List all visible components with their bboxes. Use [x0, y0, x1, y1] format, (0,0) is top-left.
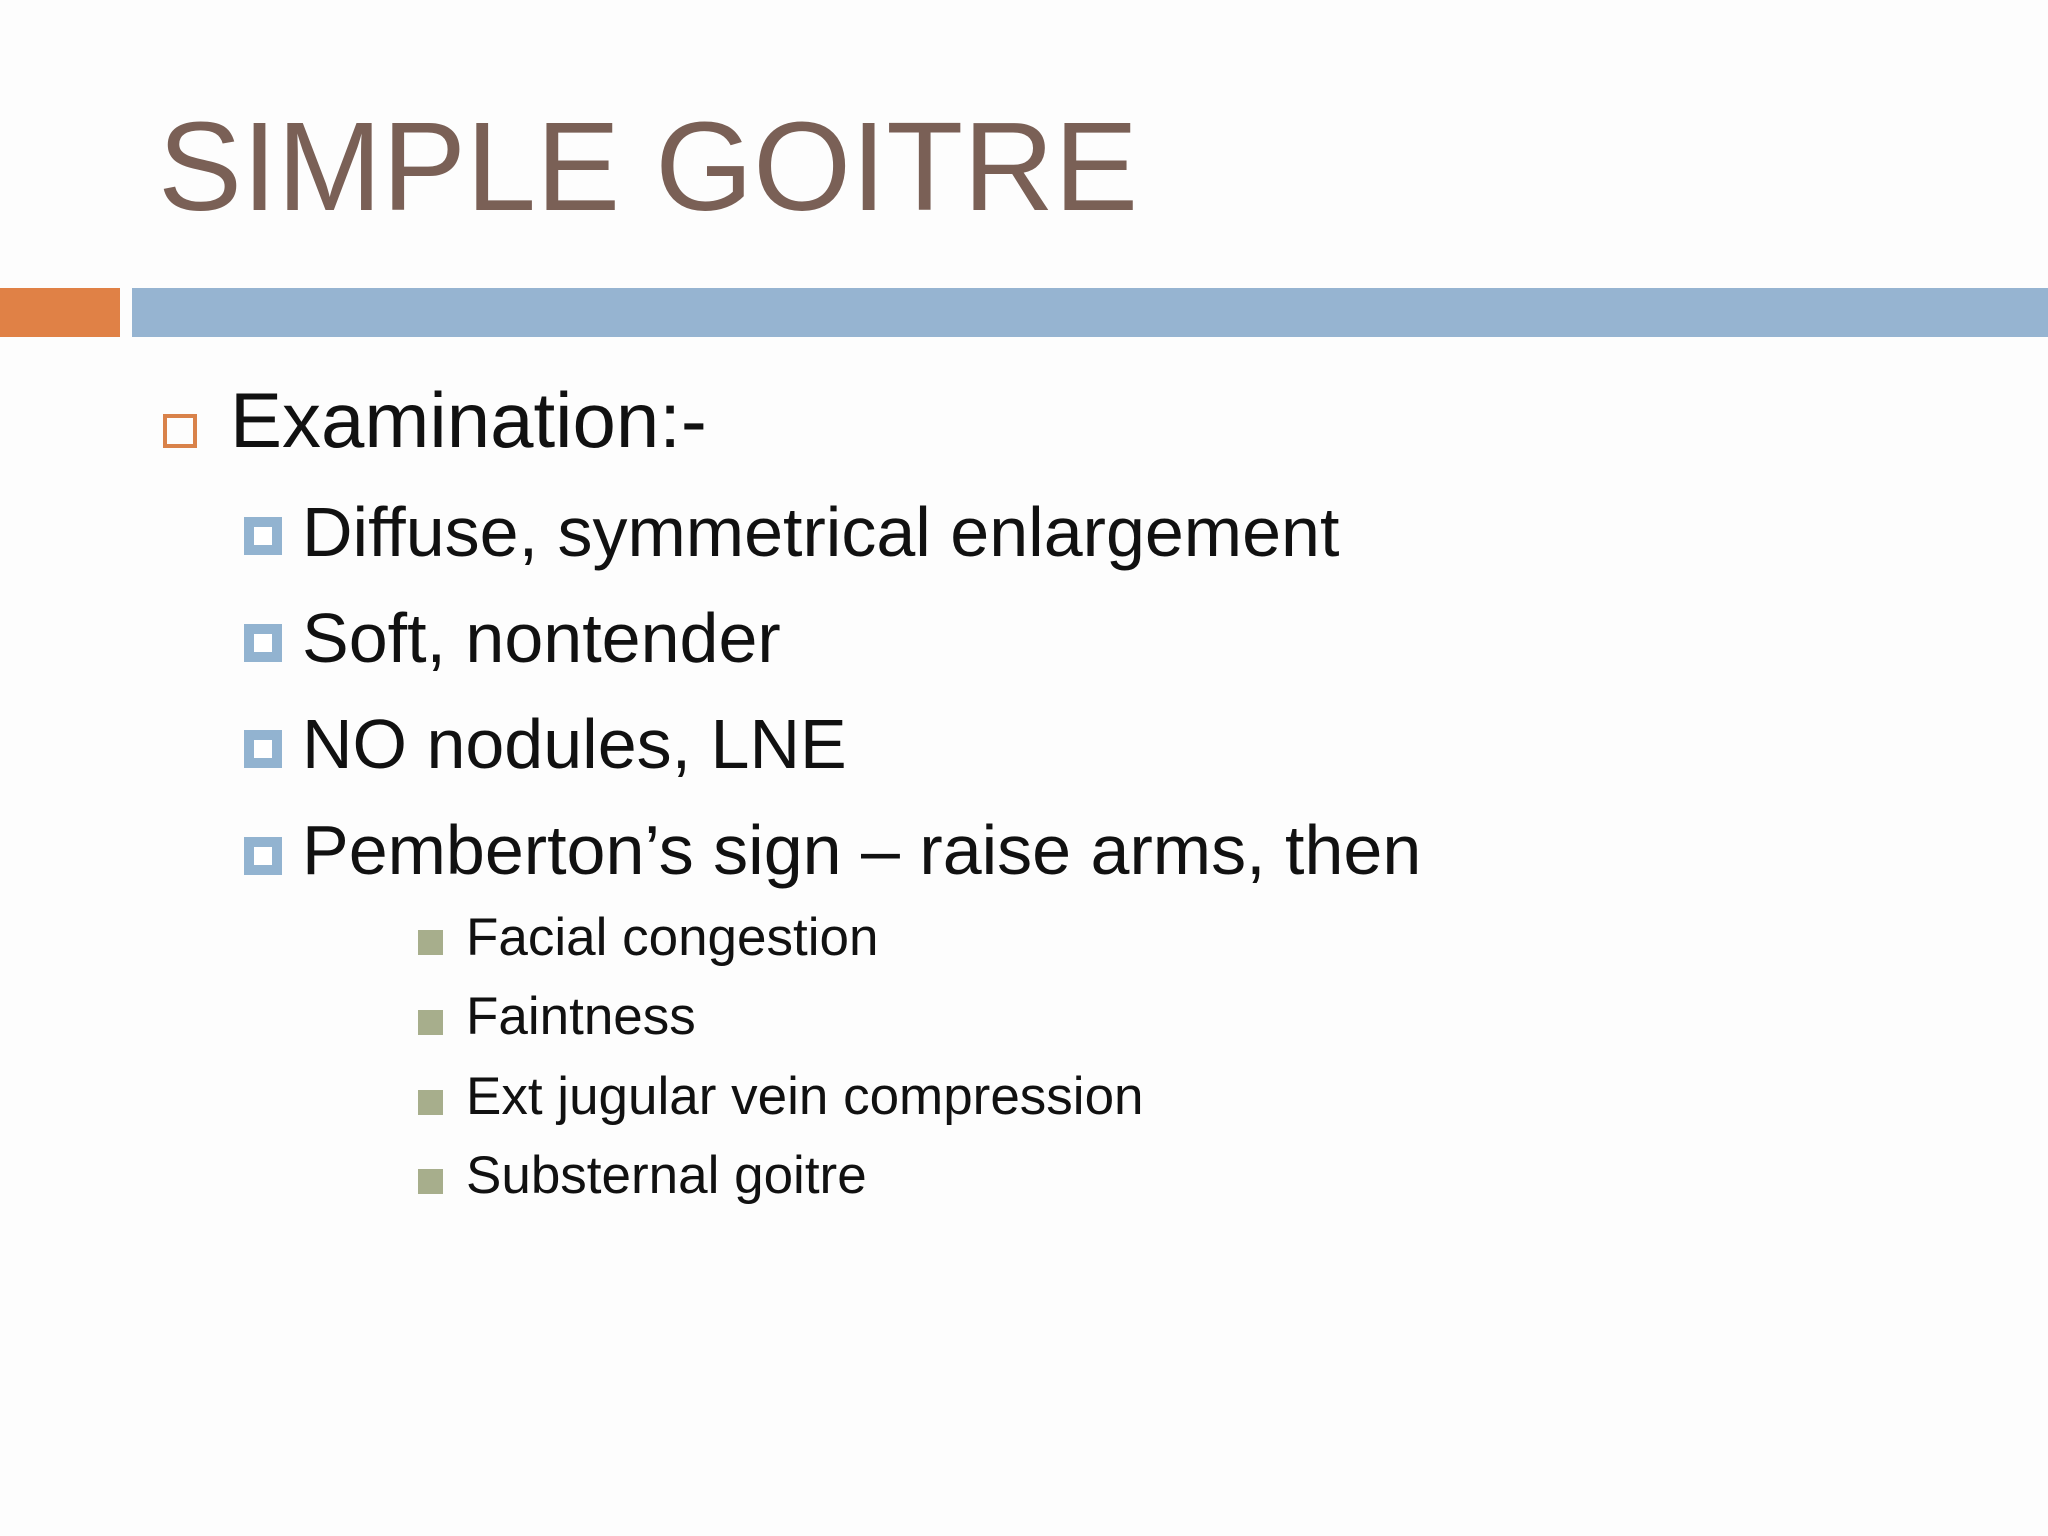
filled-square-bullet-icon: [418, 1010, 443, 1035]
framed-square-bullet-icon: [244, 730, 282, 768]
bullet-examination: Examination:-: [230, 376, 707, 464]
filled-square-bullet-icon: [418, 930, 443, 955]
framed-square-bullet-icon: [244, 517, 282, 555]
bullet-diffuse-enlargement: Diffuse, symmetrical enlargement: [302, 493, 1340, 571]
filled-square-bullet-icon: [418, 1090, 443, 1115]
sub-bullet-faintness: Faintness: [466, 987, 696, 1046]
filled-square-bullet-icon: [418, 1169, 443, 1194]
framed-square-bullet-icon: [244, 837, 282, 875]
title-divider-bar: [132, 288, 2048, 337]
bullet-pemberton-sign: Pemberton’s sign – raise arms, then: [302, 811, 1422, 889]
slide-title: SIMPLE GOITRE: [158, 96, 1139, 237]
sub-bullet-facial-congestion: Facial congestion: [466, 908, 879, 967]
sub-bullet-jugular-compression: Ext jugular vein compression: [466, 1067, 1144, 1126]
sub-bullet-substernal-goitre: Substernal goitre: [466, 1146, 867, 1205]
bullet-soft-nontender: Soft, nontender: [302, 599, 781, 677]
title-accent-bar: [0, 288, 120, 337]
hollow-square-bullet-icon: [163, 414, 197, 448]
framed-square-bullet-icon: [244, 624, 282, 662]
bullet-no-nodules: NO nodules, LNE: [302, 705, 847, 783]
